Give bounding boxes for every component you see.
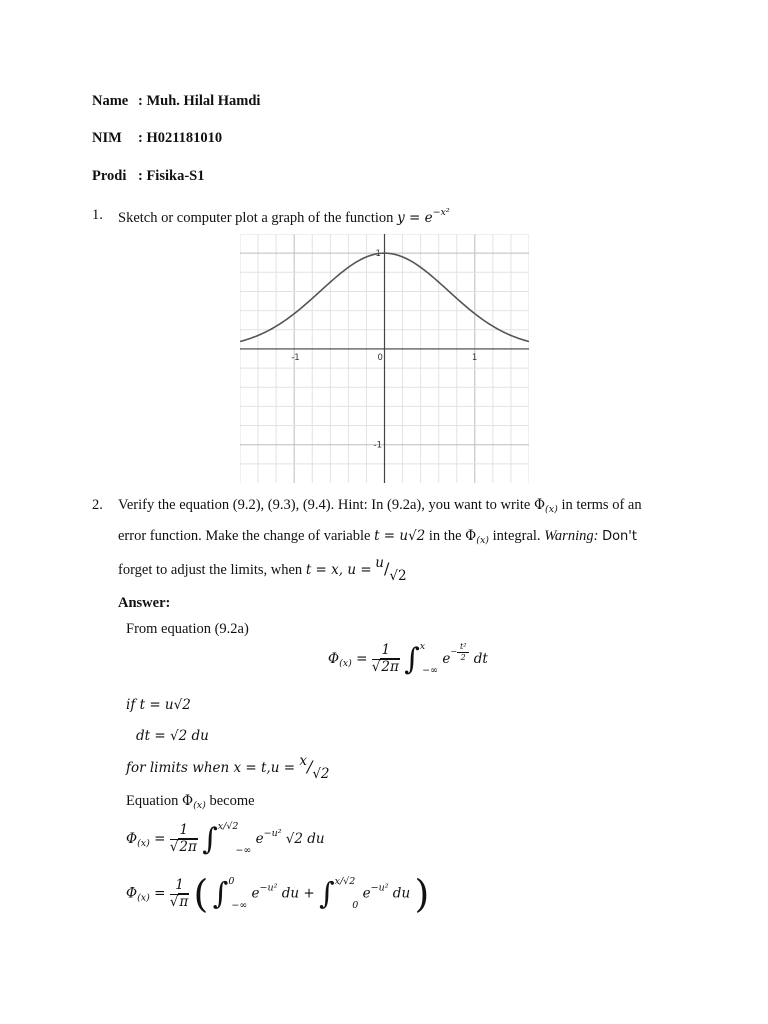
answer-label: Answer:	[118, 595, 171, 611]
substitution-expr: t = u√2	[374, 528, 426, 544]
q2-line2-in-the: in the	[428, 528, 462, 544]
q2-number: 2.	[92, 497, 103, 513]
prodi-value: : Fisika-S1	[138, 168, 205, 184]
if-substitution-line: if t = u√2	[126, 697, 191, 713]
limit-expr: t = x, u =	[305, 562, 372, 578]
q2-line2-integral: integral.	[492, 528, 541, 544]
phi-split-equation: $\Phi_{(x)}$ = $\frac{1}{√\pi}$ ( ∫$^0_{-\infty}$ $e^{-u^2}$ du + ∫$^{x/√2}_0$ $e^{-u^2}$ du )	[126, 872, 430, 916]
phi-subscript: (x)	[476, 535, 490, 546]
q1-function-exponent: −x²	[432, 207, 450, 218]
q1-text	[118, 207, 450, 227]
phi-definition-equation: $\Phi_{(x)}$ = $\frac{1}{√2\pi}$ ∫$^x_{-\infty}$ $e^{- \frac{\text{t²}}{2}}$ dt	[328, 641, 488, 677]
nim-value: : H021181010	[138, 130, 223, 146]
prodi-label: Prodi	[92, 168, 127, 184]
q2-line3: forget to adjust the limits, when t = x, u = u/√2	[118, 555, 407, 584]
for-limits-line: for limits when x = t,u = x/√2	[126, 753, 330, 782]
warning-label: Warning:	[544, 528, 599, 544]
y-tick-label: 1	[375, 249, 381, 260]
q2-line3-text: forget to adjust the limits, when	[118, 562, 303, 578]
dt-line: dt = √2 du	[136, 728, 209, 744]
phi-subscript: (x)	[545, 504, 558, 515]
name-value: : Muh. Hilal Hamdi	[138, 93, 261, 109]
q1-number: 1.	[92, 207, 103, 223]
gaussian-graph	[240, 234, 529, 483]
dont-word: Don't	[602, 529, 637, 544]
q2-line1	[118, 497, 642, 515]
q1-function-lhs: y = e	[397, 210, 433, 226]
from-equation-text: From equation (9.2a)	[126, 621, 249, 637]
x-tick-label: 0	[377, 352, 383, 363]
phi-symbol: Φ	[465, 528, 477, 544]
q2-line1-text: Verify the equation (9.2), (9.3), (9.4). Hint: In (9.2a), you want to write	[118, 497, 531, 513]
nim-label: NIM	[92, 130, 122, 146]
x-tick-label: 1	[471, 352, 478, 363]
equation-become-line: Equation $\Phi_{(x)}$ become	[126, 793, 255, 811]
limit-sqrt2: √2	[389, 568, 407, 584]
limit-u: u	[375, 555, 384, 571]
q1-sentence: Sketch or computer plot a graph of the function	[118, 210, 394, 226]
graph-axes	[240, 234, 529, 483]
q2-line2-text: error function. Make the change of variable	[118, 528, 371, 544]
phi-substituted-equation: $\Phi_{(x)}$ = $\frac{1}{√2\pi}$ ∫$^{x/√2}_{-\infty}$ $e^{-u^2}$ √2 du	[126, 821, 325, 857]
name-label: Name	[92, 93, 129, 109]
q2-line2	[118, 528, 637, 546]
y-tick-label: -1	[373, 440, 382, 451]
q2-line1-end: in terms of an	[561, 497, 642, 513]
x-tick-label: -1	[291, 352, 300, 363]
phi-symbol: Φ	[533, 497, 546, 513]
